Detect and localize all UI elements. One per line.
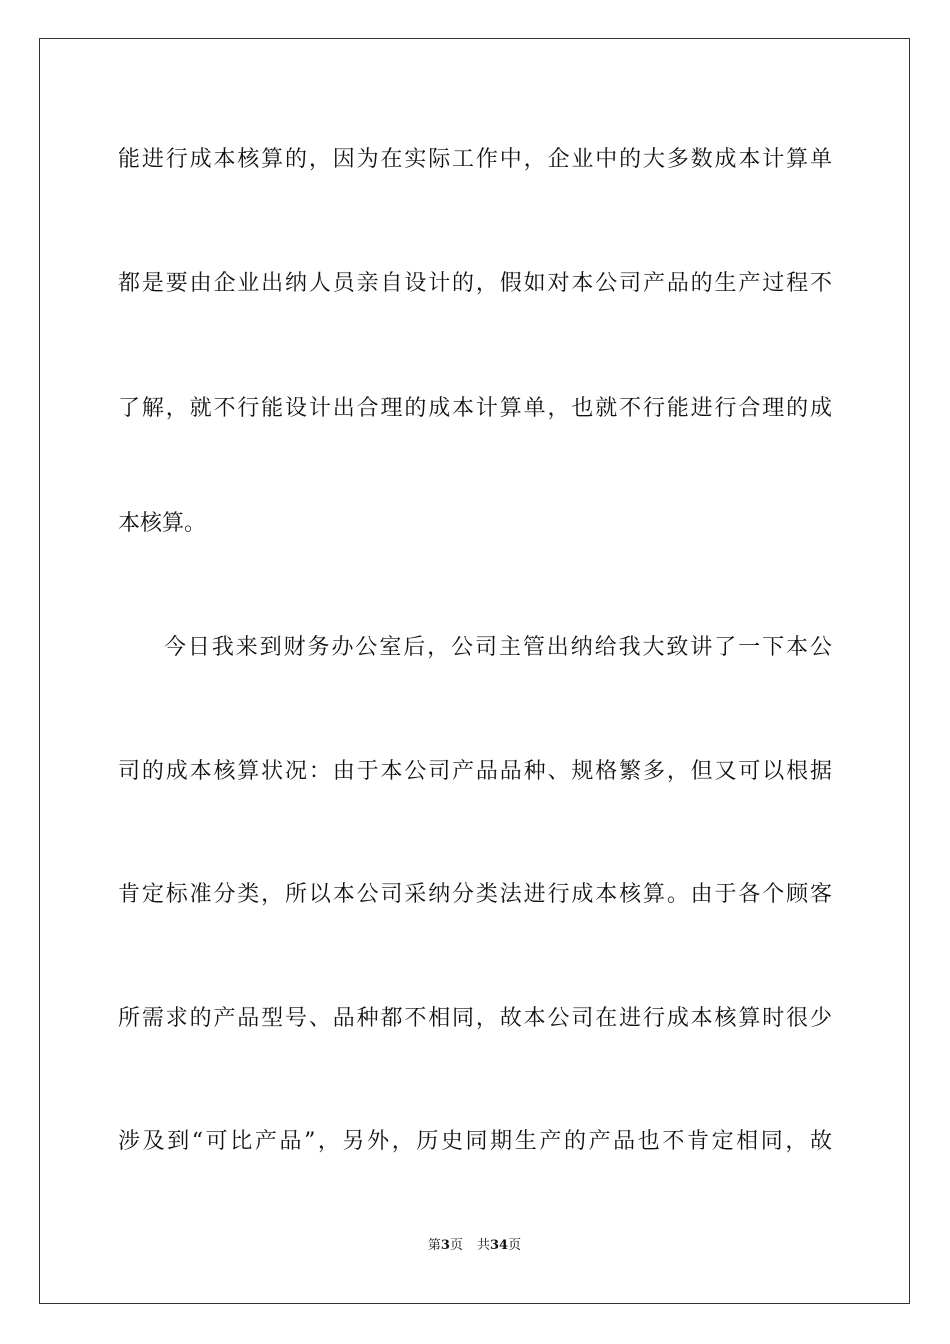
paragraph-line: 今日我来到财务办公室后，公司主管出纳给我大致讲了一下本公 xyxy=(164,635,832,660)
page-suffix: 页 xyxy=(449,1238,463,1253)
total-pages: 34 xyxy=(489,1238,509,1253)
paragraph-line: 司的成本核算状况：由于本公司产品品种、规格繁多，但又可以根据 xyxy=(118,759,832,784)
paragraph-line: 涉及到“可比产品”，另外，历史同期生产的产品也不肯定相同，故 xyxy=(118,1129,832,1154)
document-page xyxy=(39,38,910,1304)
total-prefix: 共 xyxy=(476,1238,490,1253)
page-prefix: 第 xyxy=(427,1238,441,1253)
paragraph-line: 了解，就不行能设计出合理的成本计算单，也就不行能进行合理的成 xyxy=(118,396,832,421)
total-suffix: 页 xyxy=(508,1238,522,1253)
paragraph-line: 能进行成本核算的，因为在实际工作中，企业中的大多数成本计算单 xyxy=(118,147,832,172)
paragraph-line: 本核算。 xyxy=(118,511,207,536)
paragraph-line: 所需求的产品型号、品种都不相同，故本公司在进行成本核算时很少 xyxy=(118,1006,832,1031)
page-number: 3 xyxy=(440,1238,450,1253)
page-footer xyxy=(40,1234,909,1253)
paragraph-line: 都是要由企业出纳人员亲自设计的，假如对本公司产品的生产过程不 xyxy=(118,271,832,296)
paragraph-line: 肯定标准分类，所以本公司采纳分类法进行成本核算。由于各个顾客 xyxy=(118,882,832,907)
